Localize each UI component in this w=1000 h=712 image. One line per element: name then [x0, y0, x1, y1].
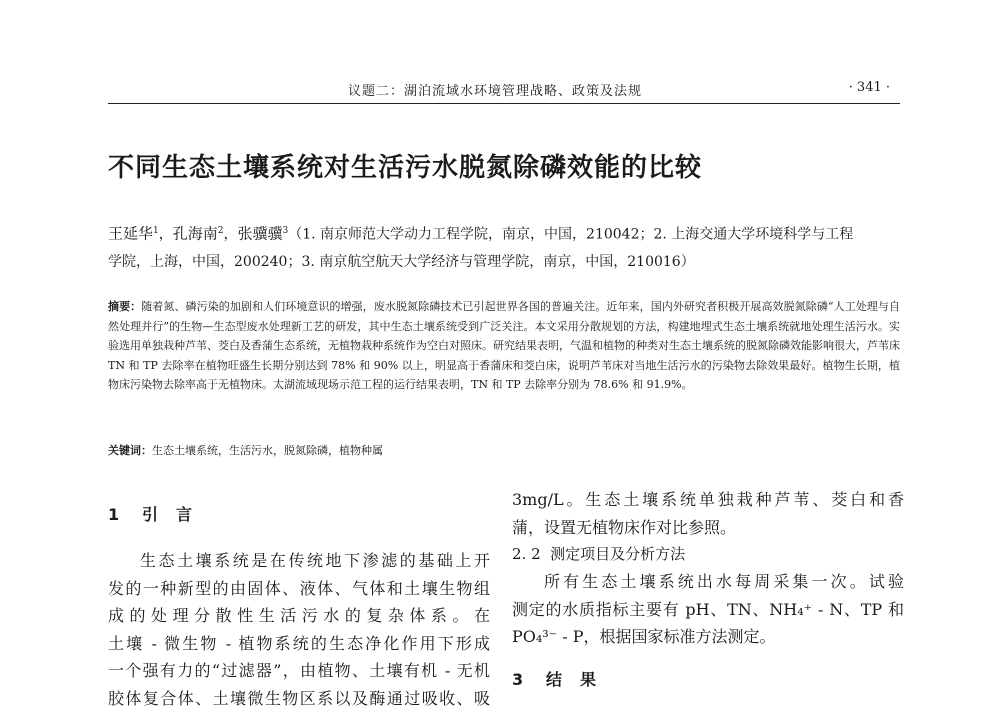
- affiliation-line-2: 学院，上海，中国，200240；3. 南京航空航天大学经济与管理学院，南京，中国，210016）: [108, 249, 900, 276]
- section-1-heading: [108, 502, 490, 525]
- body-line: 蒲，设置无植物床作对比参照。: [512, 514, 904, 542]
- section-2-2-title: 测定项目及分析方法: [550, 545, 685, 563]
- keywords-text: 生态土壤系统，生活污水，脱氮除磷，植物种属: [152, 444, 383, 457]
- author-3: 张骥骥: [238, 225, 283, 243]
- abstract-text: 随着氮、磷污染的加剧和人们环境意识的增强，废水脱氮除磷技术已引起世界各国的普遍关注。近年来，国内外研究者积极开展高效脱氮除磷“人工处理与自然处理并行”的生物—生态型废水处理新工艺的研发，其中生态土壤系统受到广泛关注。本文采用分散规划的方法，构建地埋式生态土壤系统就地处理生活污水。实验选用单独栽种芦苇、茭白及香蒲生态系统，无植物栽种系统作为空白对照床。研究结果表明，气温和植物的种类对生态土壤系统的脱氮除磷效能影响很大，芦苇床 TN 和 TP 去除率在植物旺盛生长期分别达到 78% 和 90% 以上，明显高于香蒲床和茭白床，说明芦苇床对当地生活污水的污染物去除效果最好。植物生长期，植物床污染物去除率高于无植物床。太湖流域现场示范工程的运行结果表明，TN 和 TP 去除率分别为 78.6% 和 91.9%。: [108, 300, 900, 391]
- section-2-2-number: 2. 2: [512, 545, 541, 563]
- body-line: 发的一种新型的由固体、液体、气体和土壤生物组: [108, 575, 490, 603]
- keywords-label: 关键词：: [108, 444, 152, 457]
- header-rule: [108, 103, 900, 104]
- page-number: · 341 ·: [849, 80, 890, 95]
- body-line: 胶体复合体、土壤微生物区系以及酶通过吸收、吸: [108, 685, 490, 712]
- body-line: 成的处理分散性生活污水的复杂体系。在: [108, 602, 490, 630]
- body-line: 所有生态土壤系统出水每周采集一次。试验: [512, 568, 904, 596]
- abstract: [108, 297, 900, 395]
- left-column: [108, 502, 490, 712]
- body-line: 一个强有力的“过滤器”，由植物、土壤有机 - 无机: [108, 657, 490, 685]
- author-1-affil: 1: [153, 226, 159, 236]
- section-3-title: 结 果: [546, 670, 597, 689]
- author-block: 王延华$^1$，孔海南$^2$，张骥骥$^3$（1. 南京师范大学动力工程学院，南京，中国，210042；2. 上海交通大学环境科学与工程 学院，上海，中国，200240；3. 南京航空航天大学经济与管理学院，南京，中国，210016）: [108, 218, 900, 276]
- author-3-affil: 3: [283, 226, 289, 236]
- running-header: [108, 80, 900, 102]
- section-1-title: 引 言: [142, 505, 193, 524]
- keywords: [108, 441, 900, 460]
- author-1: 王延华: [108, 225, 153, 243]
- author-2: 孔海南: [173, 225, 218, 243]
- affiliation-line-1: （1. 南京师范大学动力工程学院，南京，中国，210042；2. 上海交通大学环境科学与工程: [288, 227, 853, 243]
- running-header-title: 议题二：湖泊流域水环境管理战略、政策及法规: [348, 80, 642, 99]
- abstract-label: 摘要：: [108, 300, 141, 313]
- body-line: 测定的水质指标主要有 pH、TN、NH₄⁺ - N、TP 和: [512, 596, 904, 624]
- section-1-number: 1: [108, 505, 142, 524]
- body-line: 生态土壤系统是在传统地下渗滤的基础上开: [108, 547, 490, 575]
- author-2-affil: 2: [218, 226, 224, 236]
- section-2-2-heading: [512, 541, 904, 568]
- body-line: 3mg/L。生态土壤系统单独栽种芦苇、茭白和香: [512, 486, 904, 514]
- right-column: [512, 486, 904, 690]
- section-3-heading: [512, 667, 904, 690]
- body-line: PO₄³⁻ - P，根据国家标准方法测定。: [512, 623, 904, 651]
- body-line: 土壤 - 微生物 - 植物系统的生态净化作用下形成: [108, 630, 490, 658]
- paper-title: 不同生态土壤系统对生活污水脱氮除磷效能的比较: [108, 147, 908, 184]
- section-3-number: 3: [512, 670, 546, 689]
